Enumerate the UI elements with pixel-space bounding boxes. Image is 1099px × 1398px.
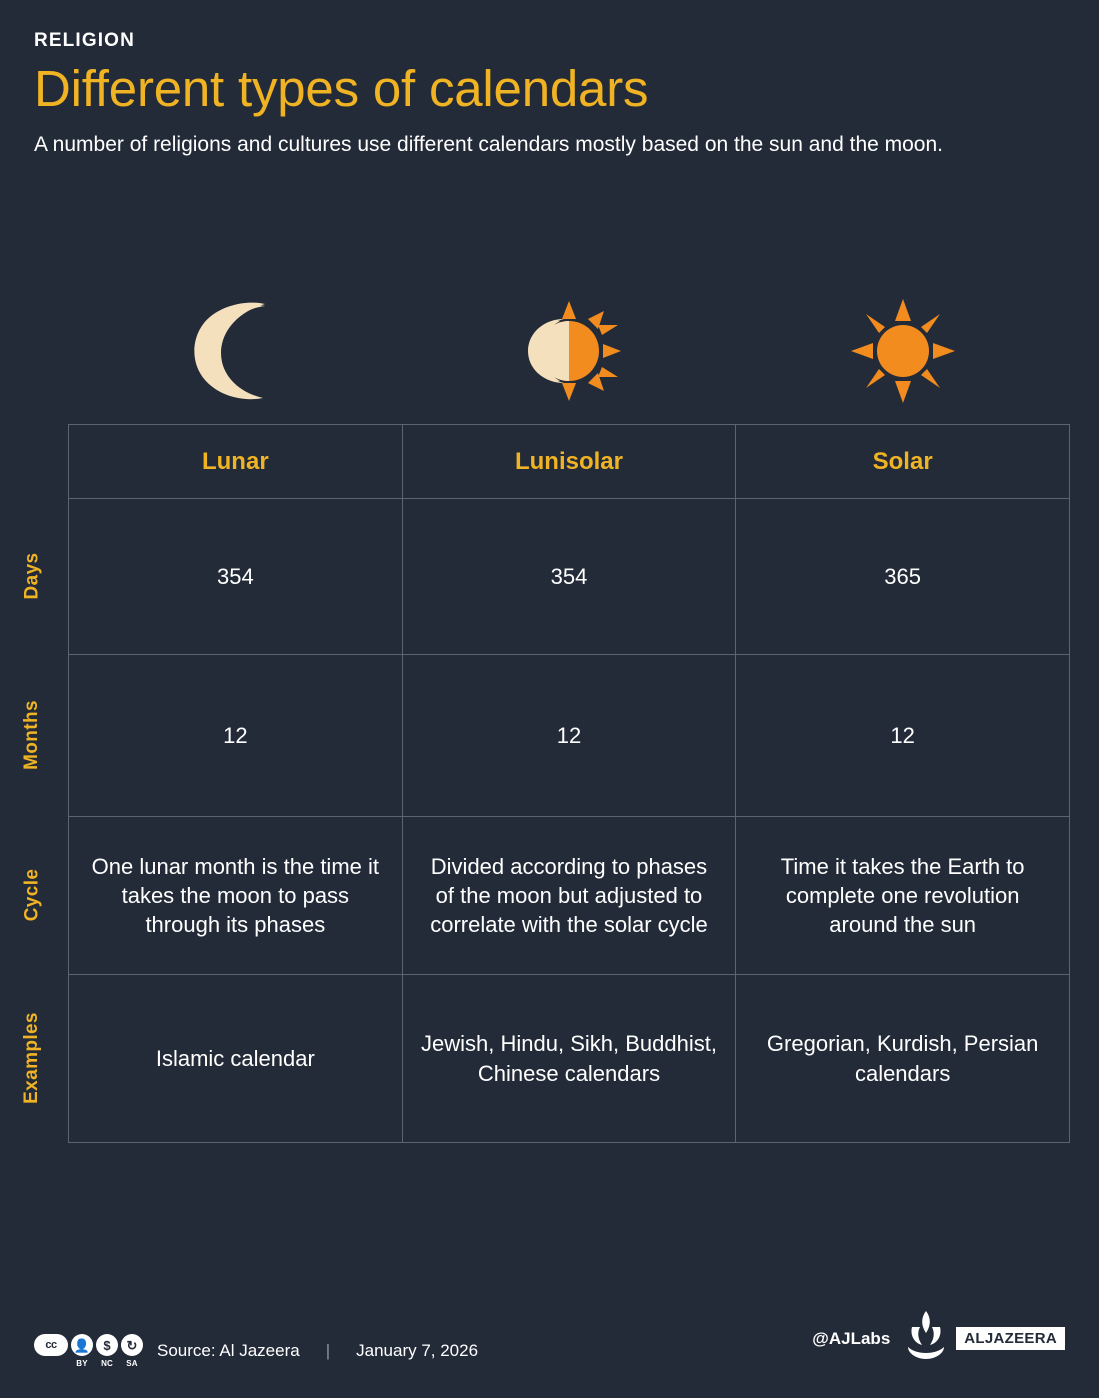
icon-cell-lunisolar [402,288,736,418]
half-moon-half-sun-icon [514,299,624,408]
publication-date: January 7, 2026 [356,1341,479,1360]
cell-cycle-lunar: One lunar month is the time it takes the moon to pass through its phases [69,817,403,975]
row-label-days [0,498,64,654]
icon-cell-solar [736,288,1070,418]
aljazeera-calligraphy-icon [904,1309,948,1368]
page-title: Different types of calendars [34,60,649,117]
source-credit: Source: Al Jazeera [157,1341,300,1360]
cc-icon-row [34,1334,143,1356]
footer [0,1286,1099,1398]
cc-nc-icon: $ [96,1334,118,1356]
row-label-months-text: Months [21,700,43,770]
cell-months-solar: 12 [736,655,1070,817]
column-header-solar: Solar [736,425,1070,499]
crescent-moon-icon [187,300,283,407]
row-label-months [0,654,64,816]
cell-days-lunar: 354 [69,499,403,655]
social-handle: @AJLabs [812,1328,891,1348]
creative-commons-badge [34,1334,143,1368]
footer-right [812,1309,1065,1368]
cell-examples-lunisolar: Jewish, Hindu, Sikh, Buddhist, Chinese calendars [402,975,736,1143]
cc-sa-icon: ↻ [121,1334,143,1356]
row-label-examples-text: Examples [21,1012,43,1104]
table-row [69,975,1070,1143]
row-label-examples [0,974,64,1142]
cc-label-by: BY [76,1359,88,1368]
infographic-page [0,30,1099,1398]
row-label-cycle [0,816,64,974]
cell-days-solar: 365 [736,499,1070,655]
cell-examples-lunar: Islamic calendar [69,975,403,1143]
cc-label-row [34,1359,143,1368]
aljazeera-logo [904,1309,1065,1368]
aljazeera-wordmark: ALJAZEERA [956,1327,1065,1350]
column-header-lunisolar: Lunisolar [402,425,736,499]
table-row [69,655,1070,817]
row-label-days-text: Days [20,552,42,600]
cell-cycle-solar: Time it takes the Earth to complete one revolution around the sun [736,817,1070,975]
footer-left [34,1334,478,1368]
cc-logo-icon: cc [34,1334,68,1356]
cell-examples-solar: Gregorian, Kurdish, Persian calendars [736,975,1070,1143]
row-label-cycle-text: Cycle [20,868,42,922]
cell-days-lunisolar: 354 [402,499,736,655]
cc-by-icon: 👤 [71,1334,93,1356]
header [34,30,1065,160]
cc-label-sa: SA [126,1359,138,1368]
table-row [69,499,1070,655]
calendar-type-icons [68,288,1065,418]
sun-icon [851,299,955,408]
footer-separator: | [325,1341,331,1360]
calendar-comparison-table [68,424,1070,1143]
page-subtitle: A number of religions and cultures use different calendars mostly based on the sun and the moon. [34,132,943,156]
table-header-row [69,425,1070,499]
cc-label-nc: NC [101,1359,113,1368]
cc-label-blank [34,1359,68,1368]
kicker-label: RELIGION [34,30,135,51]
cell-months-lunisolar: 12 [402,655,736,817]
column-header-lunar: Lunar [69,425,403,499]
table-row [69,817,1070,975]
cell-cycle-lunisolar: Divided according to phases of the moon but adjusted to correlate with the solar cycle [402,817,736,975]
cell-months-lunar: 12 [69,655,403,817]
icon-cell-lunar [68,288,402,418]
